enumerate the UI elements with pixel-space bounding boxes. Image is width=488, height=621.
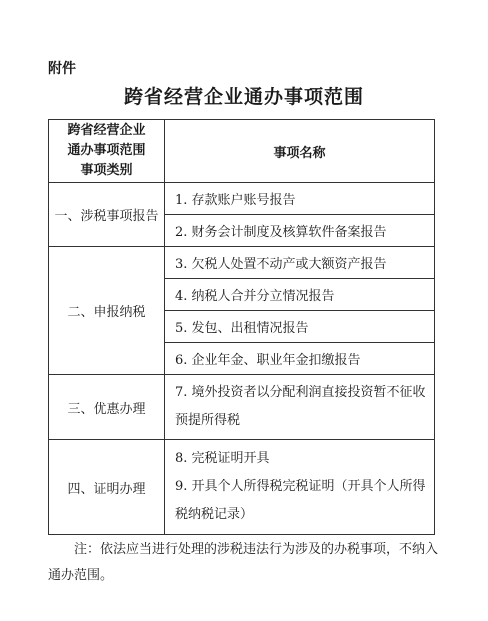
footnote: 注：依法应当进行处理的涉税违法行为涉及的办税事项，不纳入通办范围。 bbox=[48, 542, 439, 583]
table-row bbox=[49, 440, 435, 535]
category-cell: 四、证明办理 bbox=[49, 440, 165, 535]
document-title: 跨省经营企业通办事项范围 bbox=[123, 86, 364, 108]
scope-table bbox=[48, 119, 435, 535]
header-category-line: 通办事项范围 bbox=[67, 143, 146, 158]
item-cell: 2. 财务会计制度及核算软件备案报告 bbox=[165, 215, 435, 247]
header-category-line: 事项类别 bbox=[80, 163, 133, 178]
header-category-cell bbox=[49, 120, 165, 183]
item-cell: 3. 欠税人处置不动产或大额资产报告 bbox=[165, 247, 435, 279]
table-row bbox=[49, 247, 435, 279]
header-name-cell: 事项名称 bbox=[165, 120, 435, 183]
item-line: 9. 开具个人所得税完税证明（开具个人所得税纳税记录） bbox=[175, 479, 426, 522]
table-row bbox=[49, 375, 435, 440]
item-cell: 5. 发包、出租情况报告 bbox=[165, 311, 435, 343]
item-cell: 1. 存款账户账号报告 bbox=[165, 183, 435, 215]
category-cell: 一、涉税事项报告 bbox=[49, 183, 165, 247]
item-cell: 6. 企业年金、职业年金扣缴报告 bbox=[165, 343, 435, 375]
item-cell: 7. 境外投资者以分配利润直接投资暂不征收预提所得税 bbox=[165, 375, 435, 440]
item-cell: 4. 纳税人合并分立情况报告 bbox=[165, 279, 435, 311]
attachment-label: 附件 bbox=[48, 61, 76, 77]
header-category-line: 跨省经营企业 bbox=[67, 123, 146, 138]
table-row bbox=[49, 183, 435, 215]
table-header-row bbox=[49, 120, 435, 183]
category-cell: 三、优惠办理 bbox=[49, 375, 165, 440]
item-line: 8. 完税证明开具 bbox=[175, 451, 270, 466]
item-group-cell bbox=[165, 440, 435, 535]
category-cell: 二、申报纳税 bbox=[49, 247, 165, 375]
